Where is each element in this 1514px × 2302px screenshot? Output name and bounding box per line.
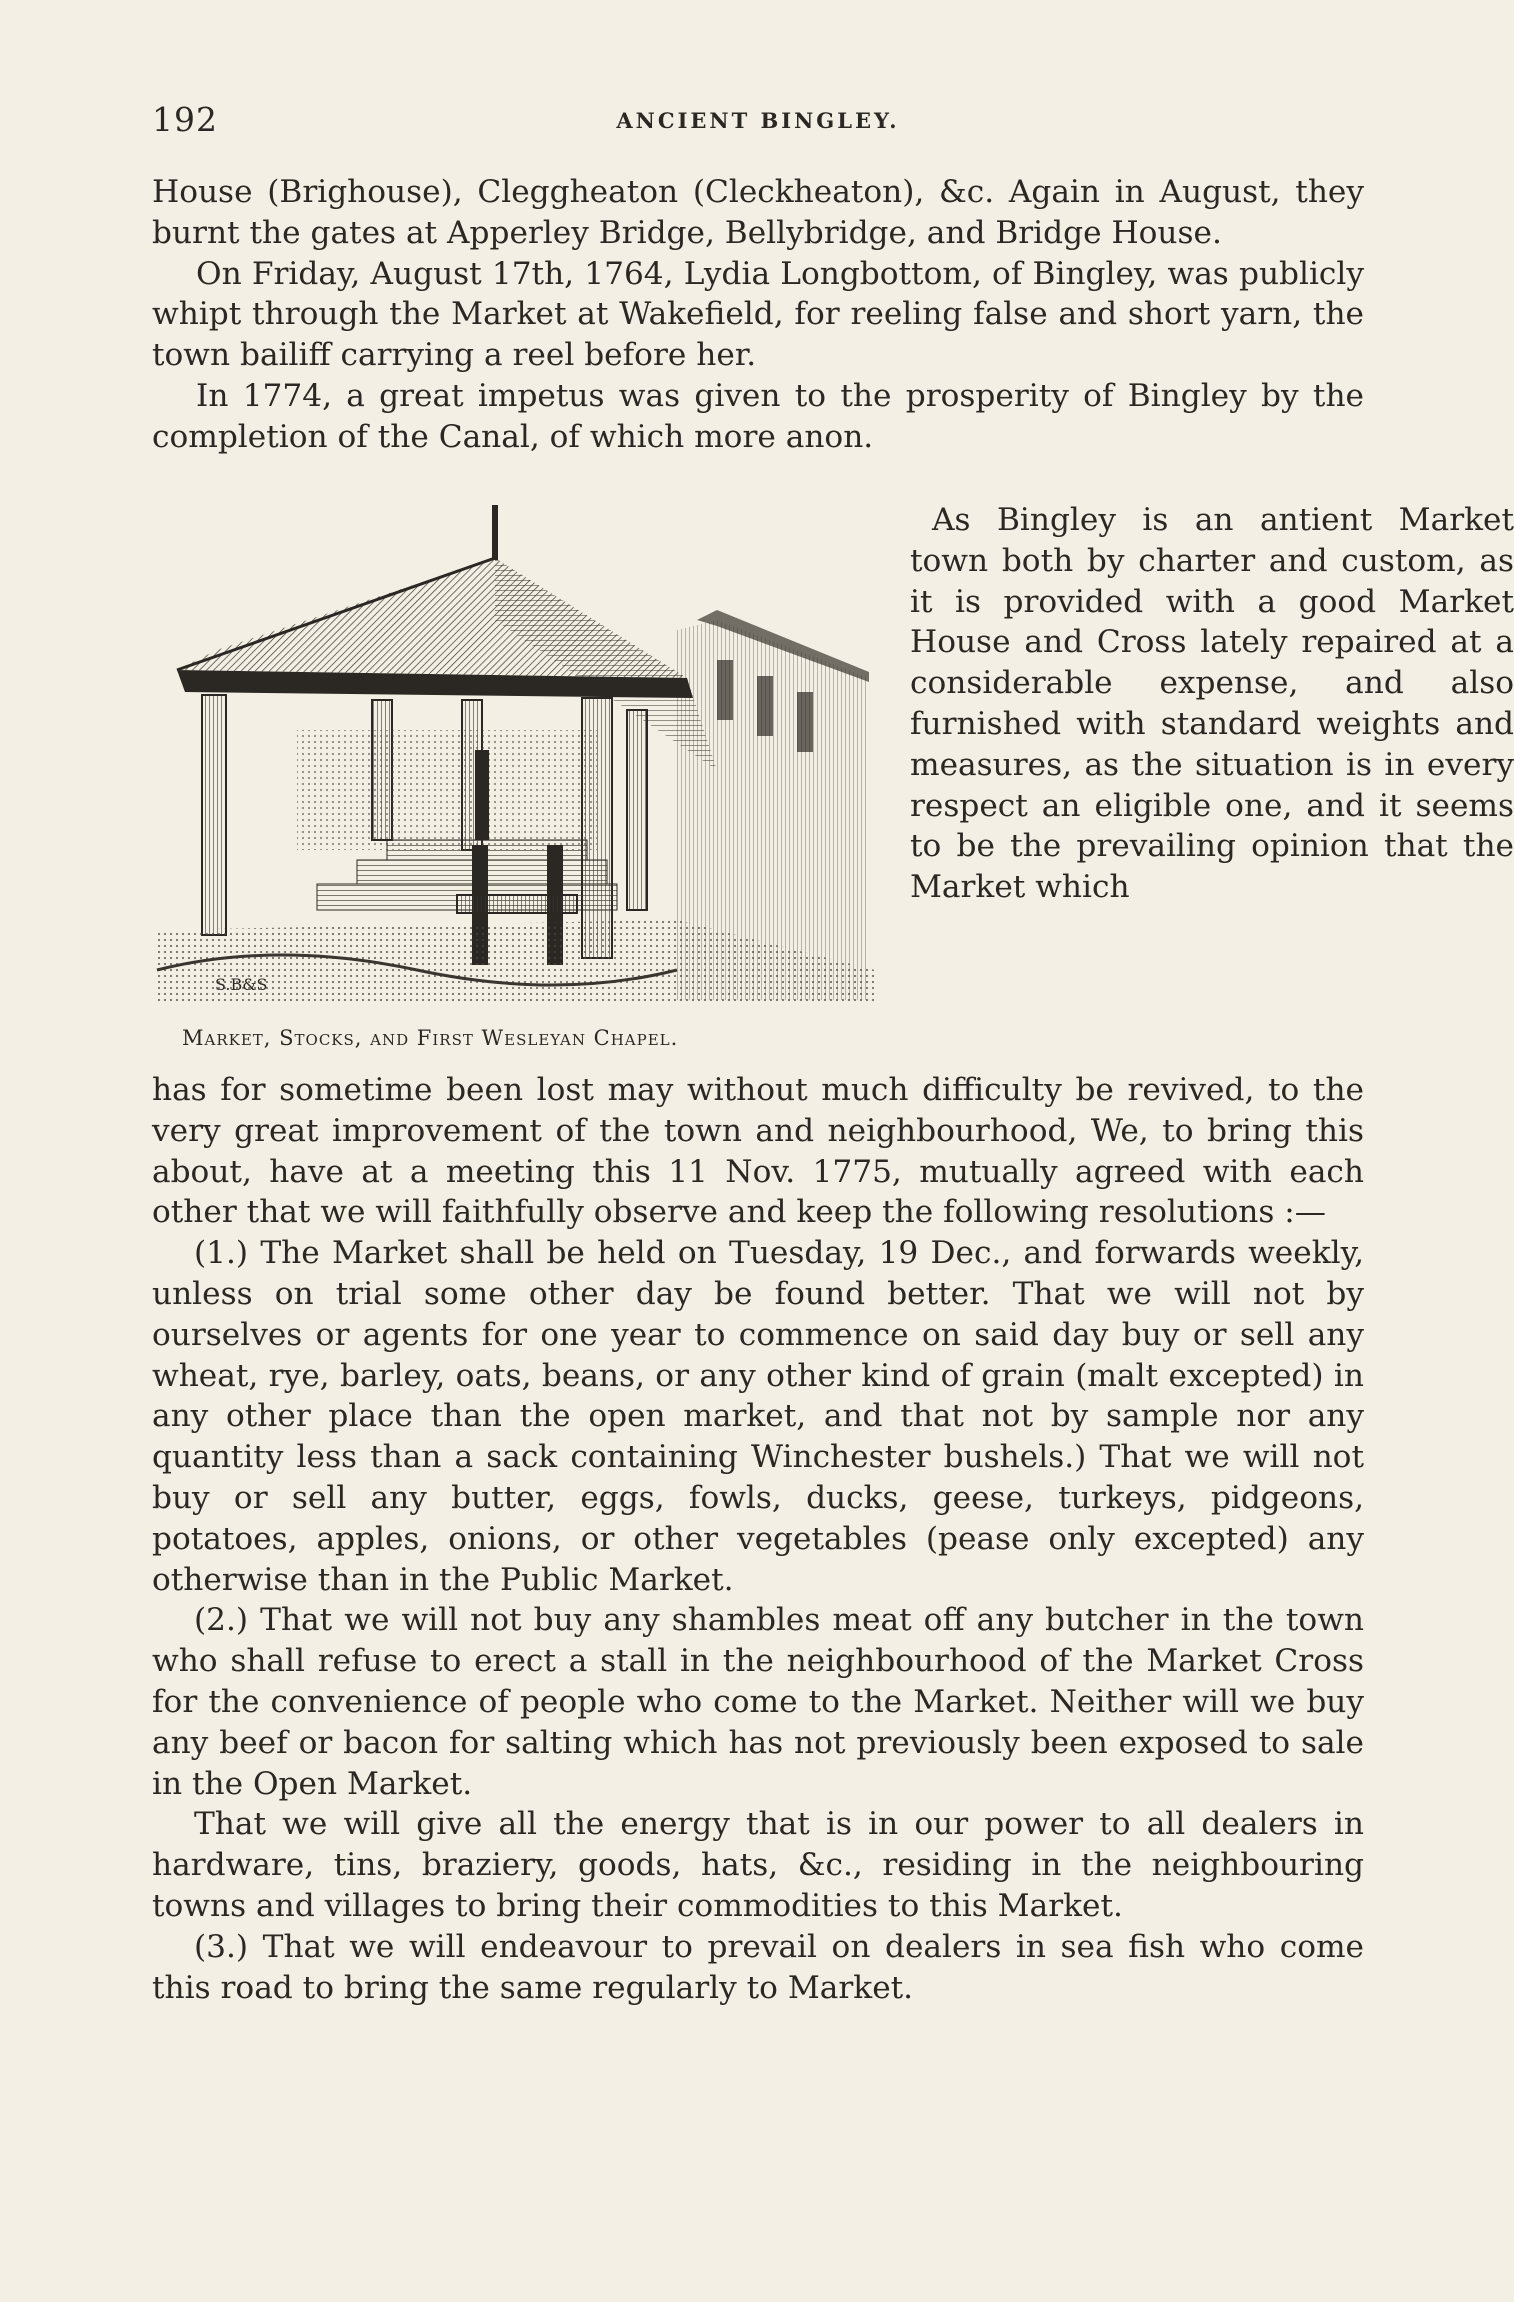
paragraph: House (Brighouse), Cleggheaton (Cleckheaton), &c. Again in August, they burnt the gates at Apperley Bridge, Bellybridge, and Bridge House. <box>152 174 1364 251</box>
page-number: 192 <box>152 100 218 139</box>
resolution-2: (2.) That we will not buy any shambles meat off any butcher in the town who shall refuse to erect a stall in the neighbourhood of the Market Cross for the convenience of people who come to the Market. Neither will we buy any beef or bacon for salting which has not previously been exposed to sale in the Open Market. <box>152 1602 1364 1802</box>
figure-caption: Market, Stocks, and First Wesleyan Chapel. <box>182 1026 679 1050</box>
running-title: ANCIENT BINGLEY. <box>616 108 900 133</box>
resolution-3: (3.) That we will endeavour to prevail on dealers in sea fish who come this road to bring the same regularly to Market. <box>152 1928 1364 2006</box>
paragraph: has for sometime been lost may without much difficulty be revived, to the very great improvement of the town and neighbourhood, We, to bring this about, have at a meeting this 11 Nov. 1775, mutually agreed with each other that we will faithfully observe and keep the following resolutions :— <box>152 1072 1364 1231</box>
market-cross <box>297 730 617 910</box>
figure-block <box>152 500 1514 1060</box>
page-header <box>152 100 1364 140</box>
engraver-mark: S.B&S <box>215 975 268 994</box>
resolution-1: (1.) The Market shall be held on Tuesday, 19 Dec., and forwards weekly, unless on trial some other day be found better. That we will not by ourselves or agents for one year to commence on said day buy or sell any wheat, rye, barley, oats, beans, or any other kind of grain (malt excepted) in any other place than the open market, and that not by sample nor any quantity less than a sack containing Winchester bushels.) That we will not buy or sell any butter, eggs, fowls, ducks, geese, turkeys, pidgeons, potatoes, apples, onions, or other vegetables (pease only excepted) any otherwise than in the Public Market. <box>152 1235 1364 1598</box>
paragraph: That we will give all the energy that is in our power to all dealers in hardware, tins, braziery, goods, hats, &c., residing in the neighbouring towns and villages to bring their commodities to this Market. <box>152 1806 1364 1924</box>
body-text-bottom <box>152 1070 1364 2008</box>
paragraph: In 1774, a great impetus was given to the prosperity of Bingley by the completion of the Canal, of which more anon. <box>152 377 1364 455</box>
paragraph: As Bingley is an antient Market town both by charter and custom, as it is provided with a good Market House and Cross lately repaired at a considerable expense, and also furnished with standard weights and measures, as the situation is in every respect an eligible one, and it seems to be the prevailing opinion that the Market which <box>910 502 1514 906</box>
body-text-top <box>152 172 1364 458</box>
market-house-illustration <box>157 500 875 1005</box>
paragraph: On Friday, August 17th, 1764, Lydia Longbottom, of Bingley, was publicly whipt through the Market at Wakefield, for reeling false and short yarn, the town bailiff carrying a reel before her. <box>152 255 1364 374</box>
side-column-text <box>910 500 1514 908</box>
